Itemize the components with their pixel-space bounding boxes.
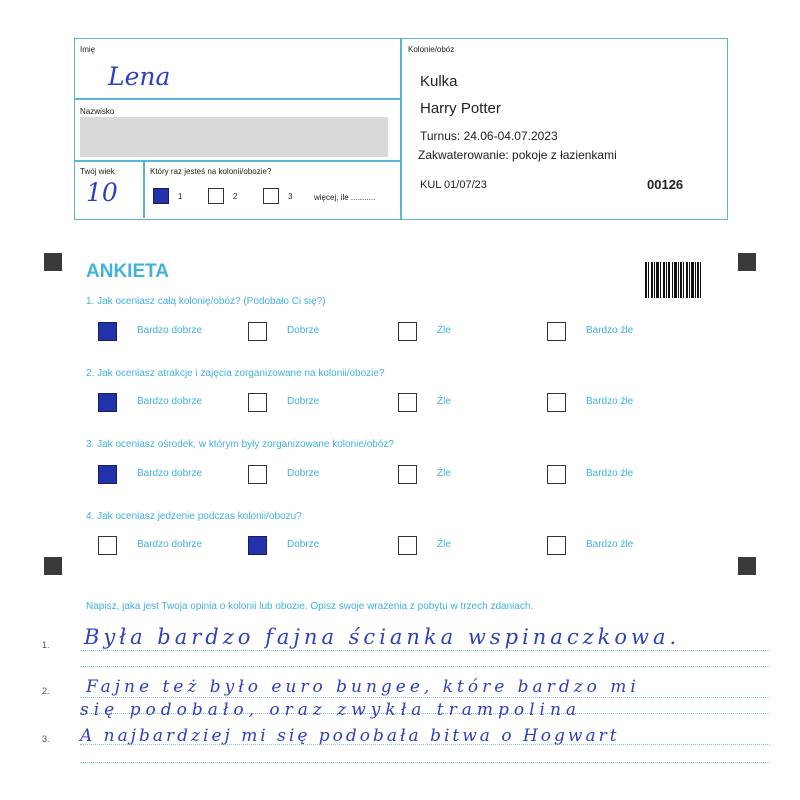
- question-3-checkbox-very-good[interactable]: [98, 465, 117, 484]
- question-3-text: 3. Jak oceniasz ośrodek, w którym były zorganizowane kolonie/obóz?: [86, 439, 394, 450]
- scan-marker-bottom-right: [738, 557, 756, 575]
- scan-marker-top-right: [738, 253, 756, 271]
- barcode: [645, 262, 701, 298]
- age-value[interactable]: 10: [86, 178, 118, 207]
- times-option-1-label: 1: [178, 192, 183, 201]
- question-3-option-bad: Źle: [437, 468, 451, 479]
- line-number-2: 2.: [42, 686, 50, 696]
- line-number-3: 3.: [42, 734, 50, 744]
- camp-theme: Harry Potter: [420, 100, 501, 117]
- question-2-checkbox-very-good[interactable]: [98, 393, 117, 412]
- question-1-checkbox-very-bad[interactable]: [547, 322, 566, 341]
- times-more-label: więcej, ile ...........: [314, 193, 376, 202]
- question-4-option-very-bad: Bardzo źle: [586, 539, 634, 550]
- line-number-1: 1.: [42, 640, 50, 650]
- answer-line-1b: [80, 666, 770, 667]
- times-label: Który raz jesteś na kolonii/obozie?: [150, 167, 272, 176]
- question-2-checkbox-bad[interactable]: [398, 393, 417, 412]
- handwriting-line-4[interactable]: A najbardziej mi się podobała bitwa o Hogwart: [80, 726, 620, 746]
- header-divider-name: [74, 98, 401, 100]
- question-4-checkbox-very-bad[interactable]: [547, 536, 566, 555]
- question-2-checkbox-very-bad[interactable]: [547, 393, 566, 412]
- question-2-text: 2. Jak oceniasz atrakcje i zajęcia zorganizowane na kolonii/obozie?: [86, 368, 385, 379]
- form-number: 00126: [647, 177, 684, 192]
- camp-code: KUL 01/07/23: [420, 179, 487, 191]
- handwriting-line-1[interactable]: Była bardzo fajna ścianka wspinaczkowa.: [84, 625, 681, 649]
- question-1-option-very-bad: Bardzo źle: [586, 325, 634, 336]
- turnus-dates: Turnus: 24.06-04.07.2023: [420, 129, 558, 143]
- question-3-option-very-bad: Bardzo źle: [586, 468, 634, 479]
- question-4-option-good: Dobrze: [287, 539, 320, 550]
- answer-line-3b: [80, 762, 770, 763]
- question-3-option-very-good: Bardzo dobrze: [137, 468, 203, 479]
- question-2-option-bad: Źle: [437, 396, 451, 407]
- header-divider-vertical: [400, 38, 402, 219]
- question-1-checkbox-good[interactable]: [248, 322, 267, 341]
- question-2-option-good: Dobrze: [287, 396, 320, 407]
- question-2-option-very-bad: Bardzo źle: [586, 396, 634, 407]
- scan-marker-top-left: [44, 253, 62, 271]
- first-name-value[interactable]: Lena: [108, 62, 171, 91]
- last-name-label: Nazwisko: [80, 107, 115, 116]
- question-1-text: 1. Jak oceniasz całą kolonię/obóz? (Podobało Ci się?): [86, 296, 326, 307]
- times-checkbox-1[interactable]: [153, 188, 169, 204]
- question-4-checkbox-good[interactable]: [248, 536, 267, 555]
- question-1-checkbox-very-good[interactable]: [98, 322, 117, 341]
- header-divider-age: [74, 160, 401, 162]
- question-1-option-good: Dobrze: [287, 325, 320, 336]
- question-4-checkbox-very-good[interactable]: [98, 536, 117, 555]
- question-4-text: 4. Jak oceniasz jedzenie podczas kolonii/obozu?: [86, 511, 302, 522]
- last-name-redaction: [80, 117, 388, 157]
- question-3-option-good: Dobrze: [287, 468, 320, 479]
- question-3-checkbox-good[interactable]: [248, 465, 267, 484]
- survey-title: ANKIETA: [86, 261, 170, 282]
- scan-marker-bottom-left: [44, 557, 62, 575]
- age-label: Twój wiek: [80, 167, 115, 176]
- times-option-3-label: 3: [288, 192, 293, 201]
- question-2-option-very-good: Bardzo dobrze: [137, 396, 203, 407]
- camp-name: Kulka: [420, 73, 458, 90]
- times-option-2-label: 2: [233, 192, 238, 201]
- opinion-prompt: Napisz, jaka jest Twoja opinia o kolonii lub obozie. Opisz swoje wrażenia z pobytu w trzech zdaniach.: [86, 601, 534, 612]
- question-3-checkbox-very-bad[interactable]: [547, 465, 566, 484]
- handwriting-line-2[interactable]: Fajne też było euro bungee, które bardzo mi: [86, 677, 640, 697]
- question-3-checkbox-bad[interactable]: [398, 465, 417, 484]
- first-name-label: Imię: [80, 45, 96, 54]
- question-4-option-very-good: Bardzo dobrze: [137, 539, 203, 550]
- accommodation: Zakwaterowanie: pokoje z łazienkami: [418, 148, 617, 162]
- question-1-option-bad: Źle: [437, 325, 451, 336]
- camp-label: Kolonie/obóz: [408, 45, 455, 54]
- times-checkbox-2[interactable]: [208, 188, 224, 204]
- answer-line-2: [80, 697, 770, 698]
- question-4-checkbox-bad[interactable]: [398, 536, 417, 555]
- answer-line-1: [80, 650, 770, 651]
- handwriting-line-3[interactable]: się podobało, oraz zwykła trampolina: [80, 700, 582, 720]
- times-checkbox-3[interactable]: [263, 188, 279, 204]
- question-4-option-bad: Źle: [437, 539, 451, 550]
- question-2-checkbox-good[interactable]: [248, 393, 267, 412]
- question-1-option-very-good: Bardzo dobrze: [137, 325, 203, 336]
- header-divider-age-vertical: [143, 160, 145, 218]
- question-1-checkbox-bad[interactable]: [398, 322, 417, 341]
